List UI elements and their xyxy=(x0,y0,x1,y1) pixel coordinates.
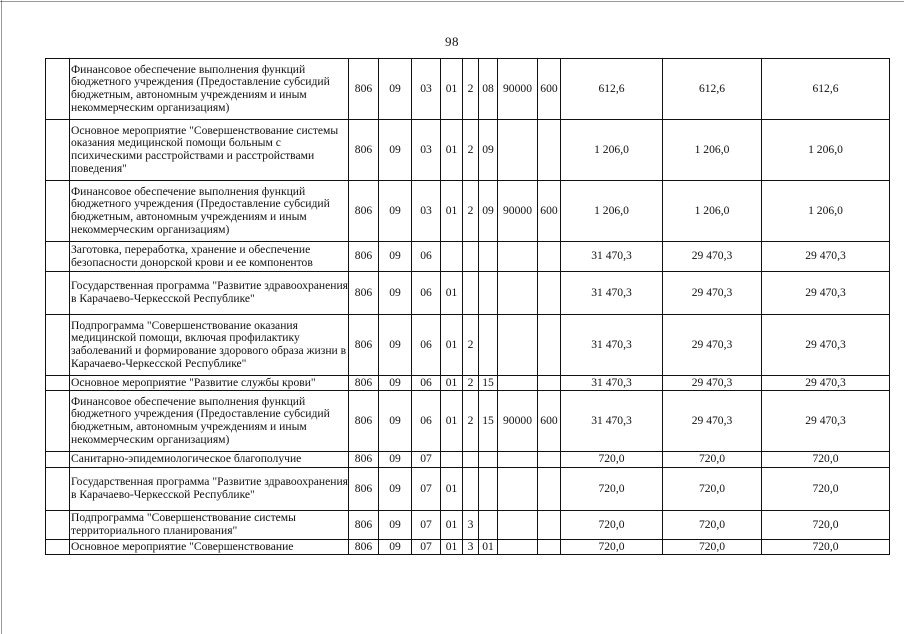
code-expense-type xyxy=(538,376,561,391)
code-section: 09 xyxy=(379,242,412,272)
amount-year-2: 29 470,3 xyxy=(663,315,762,376)
code-event xyxy=(479,511,498,540)
code-program: 01 xyxy=(441,272,463,315)
amount-year-3: 720,0 xyxy=(762,468,890,511)
scan-edge-left xyxy=(1,0,2,634)
code-program: 01 xyxy=(441,376,463,391)
amount-year-1: 31 470,3 xyxy=(561,242,663,272)
code-event: 01 xyxy=(479,540,498,555)
row-index-cell xyxy=(46,242,70,272)
code-event xyxy=(479,272,498,315)
code-ministry: 806 xyxy=(349,181,379,242)
code-subsection: 07 xyxy=(412,468,441,511)
code-section: 09 xyxy=(379,376,412,391)
code-program: 01 xyxy=(441,59,463,120)
code-subsection: 03 xyxy=(412,120,441,181)
code-subprogram xyxy=(463,242,479,272)
code-program: 01 xyxy=(441,391,463,452)
amount-year-2: 720,0 xyxy=(663,452,762,468)
code-ministry: 806 xyxy=(349,59,379,120)
row-index-cell xyxy=(46,181,70,242)
row-name: Финансовое обеспечение выполнения функций бюджетного учреждения (Предоставление субсидий бюджетным, автономным учреждениям и иным некоммерческим организациям) xyxy=(70,59,349,120)
code-subsection: 07 xyxy=(412,452,441,468)
code-event xyxy=(479,242,498,272)
code-direction xyxy=(498,242,538,272)
amount-year-3: 1 206,0 xyxy=(762,181,890,242)
code-expense-type: 600 xyxy=(538,391,561,452)
table-row xyxy=(46,59,890,120)
code-program: 01 xyxy=(441,540,463,555)
amount-year-1: 720,0 xyxy=(561,540,663,555)
code-subsection: 06 xyxy=(412,376,441,391)
code-section: 09 xyxy=(379,391,412,452)
code-subsection: 06 xyxy=(412,391,441,452)
amount-year-1: 720,0 xyxy=(561,468,663,511)
code-section: 09 xyxy=(379,511,412,540)
code-program: 01 xyxy=(441,511,463,540)
code-subprogram: 2 xyxy=(463,376,479,391)
code-ministry: 806 xyxy=(349,376,379,391)
page-number: 98 xyxy=(445,34,459,49)
budget-table xyxy=(45,58,890,555)
code-direction xyxy=(498,540,538,555)
code-subprogram xyxy=(463,452,479,468)
row-name: Основное мероприятие "Развитие службы крови" xyxy=(70,376,349,391)
row-name: Государственная программа "Развитие здравоохранения в Карачаево-Черкесской Республике" xyxy=(70,468,349,511)
row-name: Финансовое обеспечение выполнения функций бюджетного учреждения (Предоставление субсидий бюджетным, автономным учреждениям и иным некоммерческим организациям) xyxy=(70,181,349,242)
amount-year-2: 612,6 xyxy=(663,59,762,120)
code-subprogram: 2 xyxy=(463,315,479,376)
code-direction xyxy=(498,272,538,315)
row-name: Санитарно-эпидемиологическое благополучие xyxy=(70,452,349,468)
amount-year-1: 612,6 xyxy=(561,59,663,120)
code-subprogram xyxy=(463,468,479,511)
code-direction xyxy=(498,376,538,391)
code-section: 09 xyxy=(379,452,412,468)
code-subsection: 03 xyxy=(412,181,441,242)
code-expense-type xyxy=(538,452,561,468)
code-event: 15 xyxy=(479,391,498,452)
code-direction: 90000 xyxy=(498,59,538,120)
amount-year-3: 29 470,3 xyxy=(762,376,890,391)
code-section: 09 xyxy=(379,540,412,555)
code-subprogram: 2 xyxy=(463,120,479,181)
amount-year-2: 720,0 xyxy=(663,540,762,555)
code-direction xyxy=(498,511,538,540)
row-index-cell xyxy=(46,452,70,468)
code-section: 09 xyxy=(379,59,412,120)
table-row xyxy=(46,181,890,242)
code-event xyxy=(479,315,498,376)
code-subsection: 06 xyxy=(412,272,441,315)
table-row xyxy=(46,540,890,555)
table-row xyxy=(46,391,890,452)
row-index-cell xyxy=(46,376,70,391)
code-subsection: 03 xyxy=(412,59,441,120)
amount-year-3: 29 470,3 xyxy=(762,391,890,452)
code-direction xyxy=(498,468,538,511)
amount-year-1: 31 470,3 xyxy=(561,315,663,376)
code-program: 01 xyxy=(441,468,463,511)
code-event: 09 xyxy=(479,181,498,242)
code-ministry: 806 xyxy=(349,315,379,376)
code-section: 09 xyxy=(379,468,412,511)
amount-year-1: 31 470,3 xyxy=(561,376,663,391)
row-index-cell xyxy=(46,468,70,511)
code-ministry: 806 xyxy=(349,242,379,272)
code-ministry: 806 xyxy=(349,540,379,555)
code-subsection: 06 xyxy=(412,242,441,272)
code-subprogram: 2 xyxy=(463,391,479,452)
amount-year-2: 1 206,0 xyxy=(663,120,762,181)
code-program: 01 xyxy=(441,315,463,376)
code-direction xyxy=(498,120,538,181)
code-subprogram: 3 xyxy=(463,511,479,540)
code-section: 09 xyxy=(379,181,412,242)
table-row xyxy=(46,242,890,272)
table-row xyxy=(46,452,890,468)
code-event xyxy=(479,468,498,511)
code-program: 01 xyxy=(441,181,463,242)
code-direction xyxy=(498,315,538,376)
code-ministry: 806 xyxy=(349,511,379,540)
scan-edge-top xyxy=(0,1,904,2)
code-subprogram: 2 xyxy=(463,59,479,120)
amount-year-2: 720,0 xyxy=(663,468,762,511)
code-expense-type: 600 xyxy=(538,59,561,120)
row-name: Основное мероприятие "Совершенствование xyxy=(70,540,349,555)
row-index-cell xyxy=(46,120,70,181)
row-name: Подпрограмма "Совершенствование оказания медицинской помощи, включая профилактику заболеваний и формирование здорового образа жизни в Карачаево-Черкесской Республике" xyxy=(70,315,349,376)
row-index-cell xyxy=(46,272,70,315)
code-event: 15 xyxy=(479,376,498,391)
code-direction: 90000 xyxy=(498,181,538,242)
code-subsection: 07 xyxy=(412,511,441,540)
amount-year-3: 720,0 xyxy=(762,511,890,540)
row-name: Заготовка, переработка, хранение и обеспечение безопасности донорской крови и ее компонентов xyxy=(70,242,349,272)
code-ministry: 806 xyxy=(349,468,379,511)
code-expense-type xyxy=(538,272,561,315)
amount-year-2: 1 206,0 xyxy=(663,181,762,242)
row-index-cell xyxy=(46,540,70,555)
code-section: 09 xyxy=(379,315,412,376)
amount-year-3: 29 470,3 xyxy=(762,272,890,315)
code-subprogram: 2 xyxy=(463,181,479,242)
table-row xyxy=(46,468,890,511)
code-program: 01 xyxy=(441,120,463,181)
amount-year-3: 1 206,0 xyxy=(762,120,890,181)
code-section: 09 xyxy=(379,272,412,315)
code-ministry: 806 xyxy=(349,452,379,468)
amount-year-3: 29 470,3 xyxy=(762,315,890,376)
amount-year-3: 612,6 xyxy=(762,59,890,120)
code-event: 08 xyxy=(479,59,498,120)
amount-year-1: 1 206,0 xyxy=(561,120,663,181)
amount-year-1: 720,0 xyxy=(561,452,663,468)
code-subprogram xyxy=(463,272,479,315)
code-program xyxy=(441,452,463,468)
table-row xyxy=(46,376,890,391)
amount-year-3: 720,0 xyxy=(762,540,890,555)
row-index-cell xyxy=(46,59,70,120)
code-subsection: 07 xyxy=(412,540,441,555)
row-index-cell xyxy=(46,511,70,540)
amount-year-2: 29 470,3 xyxy=(663,242,762,272)
row-name: Государственная программа "Развитие здравоохранения в Карачаево-Черкесской Республике" xyxy=(70,272,349,315)
row-name: Основное мероприятие "Совершенствование системы оказания медицинской помощи больным с психическими расстройствами и расстройствами поведения" xyxy=(70,120,349,181)
code-expense-type xyxy=(538,511,561,540)
amount-year-3: 720,0 xyxy=(762,452,890,468)
code-ministry: 806 xyxy=(349,391,379,452)
code-section: 09 xyxy=(379,120,412,181)
table-row xyxy=(46,272,890,315)
amount-year-1: 1 206,0 xyxy=(561,181,663,242)
amount-year-2: 720,0 xyxy=(663,511,762,540)
code-expense-type: 600 xyxy=(538,181,561,242)
table-row xyxy=(46,120,890,181)
row-index-cell xyxy=(46,315,70,376)
code-subprogram: 3 xyxy=(463,540,479,555)
code-event: 09 xyxy=(479,120,498,181)
amount-year-2: 29 470,3 xyxy=(663,391,762,452)
row-index-cell xyxy=(46,391,70,452)
table-row xyxy=(46,315,890,376)
code-expense-type xyxy=(538,242,561,272)
amount-year-1: 31 470,3 xyxy=(561,391,663,452)
amount-year-1: 31 470,3 xyxy=(561,272,663,315)
row-name: Подпрограмма "Совершенствование системы территориального планирования" xyxy=(70,511,349,540)
amount-year-2: 29 470,3 xyxy=(663,376,762,391)
table-row xyxy=(46,511,890,540)
code-subsection: 06 xyxy=(412,315,441,376)
amount-year-1: 720,0 xyxy=(561,511,663,540)
code-direction: 90000 xyxy=(498,391,538,452)
code-expense-type xyxy=(538,540,561,555)
code-event xyxy=(479,452,498,468)
code-ministry: 806 xyxy=(349,120,379,181)
amount-year-3: 29 470,3 xyxy=(762,242,890,272)
code-ministry: 806 xyxy=(349,272,379,315)
code-direction xyxy=(498,452,538,468)
code-expense-type xyxy=(538,120,561,181)
row-name: Финансовое обеспечение выполнения функций бюджетного учреждения (Предоставление субсидий бюджетным, автономным учреждениям и иным некоммерческим организациям) xyxy=(70,391,349,452)
code-program xyxy=(441,242,463,272)
amount-year-2: 29 470,3 xyxy=(663,272,762,315)
code-expense-type xyxy=(538,315,561,376)
code-expense-type xyxy=(538,468,561,511)
